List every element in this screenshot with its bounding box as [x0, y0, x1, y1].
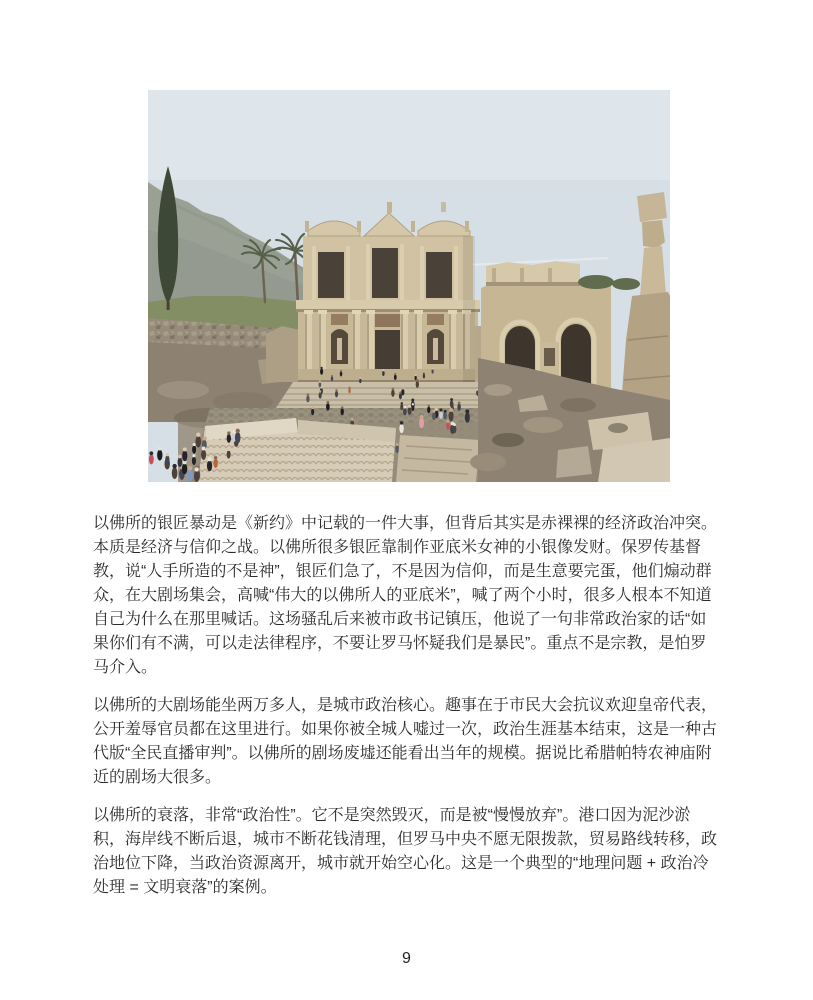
ephesus-photo-illustration [148, 90, 670, 482]
paragraph-decline: 以佛所的衰落，非常“政治性”。它不是突然毁灭，而是被“慢慢放弃”。港口因为泥沙淤积，海岸线不断后退，城市不断花钱清理，但罗马中央不愿无限拨款，贸易路线转移，政治地位下降，当政治资源离开，城市就开始空心化。这是一个典型的“地理问题 + 政治冷处理 = 文明衰落”的案例。 [93, 807, 718, 896]
paragraph-silversmith-riot: 以佛所的银匠暴动是《新约》中记载的一件大事，但背后其实是赤裸裸的经济政治冲突。本质是经济与信仰之战。以佛所很多银匠靠制作亚底米女神的小银像发财。保罗传基督教，说“人手所造的不是神”，银匠们急了，不是因为信仰，而是生意要完蛋，他们煽动群众，在大剧场集会，高喊“伟大的以佛所人的亚底米”，喊了两个小时，很多人根本不知道自己为什么在那里喊话。这场骚乱后来被市政书记镇压，他说了一句非常政治家的话“如果你们有不满，可以走法律程序，不要让罗马怀疑我们是暴民”。重点不是宗教，是怕罗马介入。 [93, 515, 718, 676]
paragraph-great-theatre: 以佛所的大剧场能坐两万多人，是城市政治核心。趣事在于市民大会抗议欢迎皇帝代表，公开羞辱官员都在这里进行。如果你被全城人嘘过一次，政治生涯基本结束，这是一种古代版“全民直播审判”。以佛所的剧场废墟还能看出当年的规模。据说比希腊帕特农神庙附近的剧场大很多。 [93, 697, 718, 786]
photo-ephesus-ruins [148, 90, 670, 482]
page-footer [0, 949, 813, 969]
page-number: 9 [402, 950, 411, 967]
stairs [276, 382, 500, 408]
ruined-wall-left [266, 326, 302, 382]
article-body [93, 512, 721, 914]
library-of-celsus-facade [296, 202, 480, 383]
